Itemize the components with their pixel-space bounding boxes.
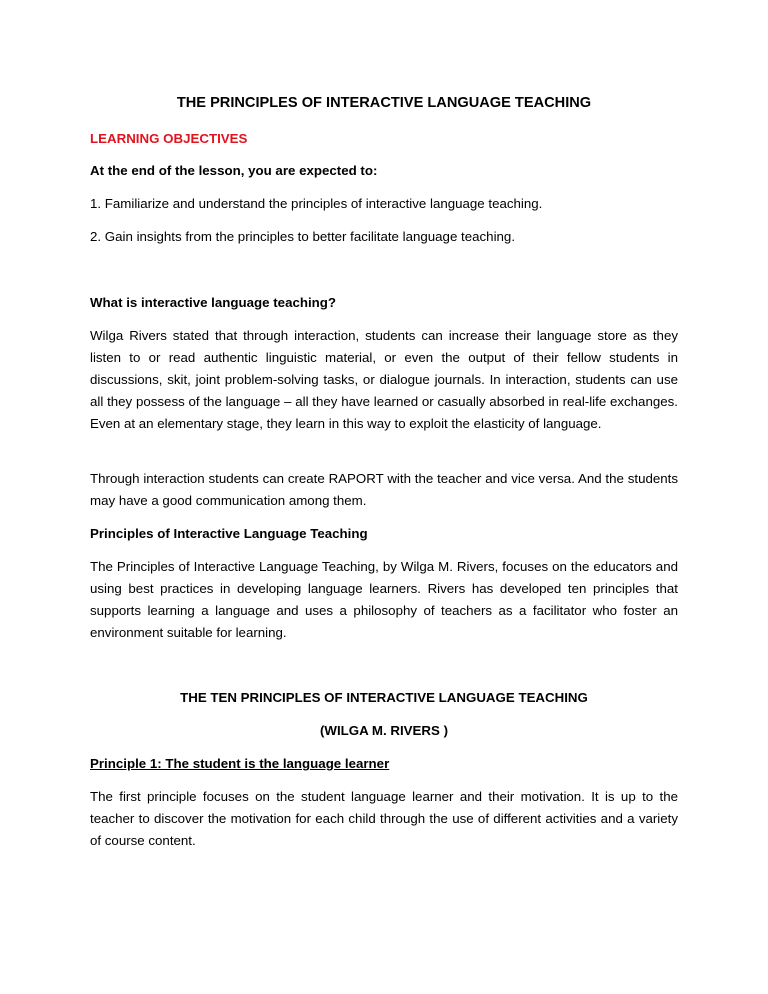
document-title: THE PRINCIPLES OF INTERACTIVE LANGUAGE TEACHING — [176, 95, 592, 111]
ten-principles-heading: THE TEN PRINCIPLES OF INTERACTIVE LANGUAGE TEACHING — [180, 690, 588, 705]
author-heading: (WILGA M. RIVERS ) — [319, 723, 449, 738]
objective-item-1: 1. Familiarize and understand the principles of interactive language teaching. — [90, 196, 543, 211]
question-heading: What is interactive language teaching? — [90, 295, 337, 310]
paragraph-principle-1: The first principle focuses on the student language learner and their motivation. It is up to the teacher to discover the motivation for each child through the use of different activities and a variety of course content. — [90, 789, 678, 848]
objective-item-2: 2. Gain insights from the principles to better facilitate language teaching. — [90, 229, 516, 244]
objectives-intro: At the end of the lesson, you are expected to: — [90, 163, 378, 178]
objectives-heading: LEARNING OBJECTIVES — [90, 131, 248, 146]
paragraph-rapport: Through interaction students can create RAPORT with the teacher and vice versa. And the students may have a good communication among them. — [90, 471, 678, 508]
principles-heading: Principles of Interactive Language Teaching — [90, 526, 368, 541]
paragraph-interaction: Wilga Rivers stated that through interaction, students can increase their language store as they listen to or read authentic linguistic material, or even the output of their fellow students in discussions, skit, joint problem-solving tasks, or dialogue journals. In interaction, students can use all they possess of the language – all they have learned or casually absorbed in real-life exchanges. Even at an elementary stage, they learn in this way to exploit the elasticity of language. — [90, 328, 678, 431]
principle-1-heading-text: Principle 1: The student is the language learner — [90, 756, 390, 771]
principle-1-heading — [90, 753, 678, 775]
paragraph-principles: The Principles of Interactive Language Teaching, by Wilga M. Rivers, focuses on the educators and using best practices in developing language learners. Rivers has developed ten principles that supports learning a language and uses a philosophy of teachers as a facilitator who foster an environment suitable for learning. — [90, 559, 678, 640]
